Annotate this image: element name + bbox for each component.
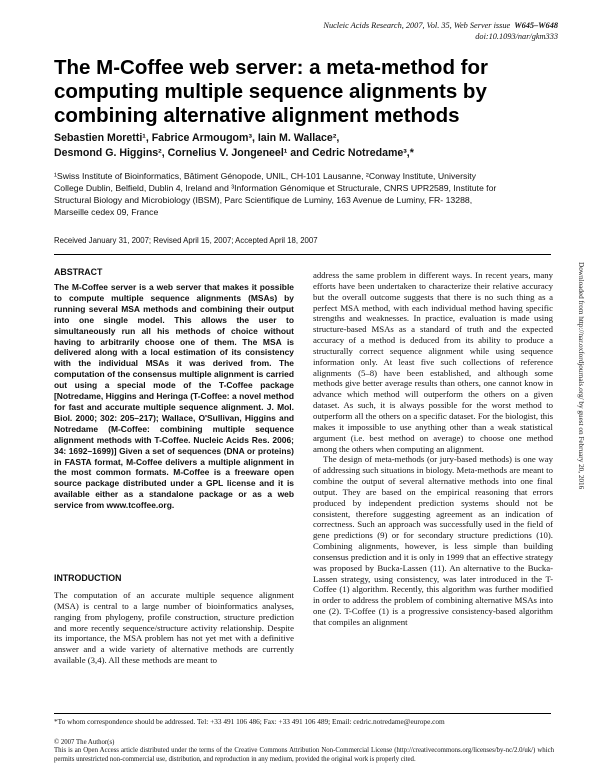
publication-dates: Received January 31, 2007; Revised April 15, 2007; Accepted April 18, 2007 bbox=[54, 236, 318, 245]
download-watermark bbox=[573, 262, 589, 622]
title-line: The M-Coffee web server: a meta-method for bbox=[54, 56, 488, 79]
abstract-text: The M-Coffee server is a web server that makes it possible to compute multiple sequence alignments (MSAs) by running several MSA methods and combining their output into one single model. This allows the user to simultaneously run all his methods of choice without having to arbitrarily choose one of them. The MSA is delivered along with a local estimation of its consistency with the individual MSAs it was derived from. The computation of the consensus multiple alignment is carried out using a special mode of the T-Coffee package [Notredame, Higgins and Heringa (T-Coffee: a novel method for fast and accurate multiple sequence alignment. J. Mol. Biol. 2000; 302: 205–217); Wallace, O'Sullivan, Higgins and Notredame (M-Coffee: combining multiple sequence alignment methods with T-Coffee. Nucleic Acids Res. 2006; 34: 1692–1699)] Given a set of sequences (DNA or proteins) in FASTA format, M-Coffee delivers a multiple alignment in the most common formats. M-Coffee is a freeware open source package distributed under a GPL license and it is available either as a standalone package or as a web service from www.tcoffee.org. bbox=[54, 282, 294, 511]
author-line: Sebastien Moretti¹, Fabrice Armougom³, Iain M. Wallace², bbox=[54, 132, 340, 144]
introduction-heading: INTRODUCTION bbox=[54, 573, 122, 583]
author-list bbox=[54, 131, 554, 161]
article-title bbox=[54, 56, 554, 128]
download-notice[interactable]: Downloaded from http://nar.oxfordjournals.org/ by guest on February 20, 2016 bbox=[577, 262, 585, 490]
correspondence-footnote: *To whom correspondence should be addressed. Tel: +33 491 106 486; Fax: +33 491 106 489; Email: cedric.notredame@europe.com bbox=[54, 717, 445, 726]
page-range: W645–W648 bbox=[514, 21, 558, 30]
paragraph: address the same problem in different ways. In recent years, many efforts have been undertaken to characterize their relative accuracy but the overall outcome suggests that there is no such thing as a perfect MSA method, with each individual method having specific strengths and weaknesses. In practice, evaluation is made using structure-based MSAs as a standard of truth and the expected accuracy of a method is deduced from its ability to produce a structurally correct sequence alignment while using sequence information only. At least five such collections of reference alignments (5–8) have been established, and although some methods give better average results than others, one cannot know in advance which method will outperform the others on a given dataset. As such, it is always possible for the worst method to outperform all the others on a specific dataset. For the biologist, this makes it impossible to use anything other than a weak statistical argument (i.e. best method on average) to choose one method among the others when computing an alignment. bbox=[313, 270, 553, 454]
affiliation-line: Structural Biology and Microbiology (IBSM), Parc Scientifique de Luminy, 163 Avenue de Luminy, FR- 13288, bbox=[54, 195, 473, 205]
license-block bbox=[54, 739, 554, 764]
journal-citation: Nucleic Acids Research, 2007, Vol. 35, Web Server issue bbox=[323, 21, 511, 30]
paragraph: The design of meta-methods (or jury-based methods) is one way of addressing such situations in biology. Meta-methods are meant to combine the output of several alternative methods into one final output. They are based on the empirical reasoning that errors produced by independent prediction systems should not be consistent, therefore suggesting agreement as an indication of correctness. Such an approach was successfully used in the field of gene predictions (9) or for secondary structure predictions (10). Combining alignments, however, is less simple than building consensus prediction and it is only in 1999 that an effective strategy was proposed by Bucka-Lassen (11). An alternative to the Bucka-Lassen strategy, using consistency, was later introduced in the T-Coffee (1) algorithm. Recently, this algorithm was further modified in order to address the problem of combining alternative MSAs into one (2). T-Coffee (1) is a progressive consistency-based algorithm that compiles an alignment bbox=[313, 454, 553, 627]
license-text: This is an Open Access article distributed under the terms of the Creative Commons Attribution Non-Commercial License (http://creativecommons.org/licenses/by-nc/2.0/uk/) which permits unrestricted non-commercial use, distribution, and reproduction in any medium, provided the original work is properly cited. bbox=[54, 747, 554, 763]
author-line: Desmond G. Higgins², Cornelius V. Jongeneel¹ and Cedric Notredame³,* bbox=[54, 147, 414, 159]
right-column bbox=[313, 270, 553, 628]
abstract-heading: ABSTRACT bbox=[54, 267, 103, 277]
affiliation-line: ¹Swiss Institute of Bioinformatics, Bâtiment Génopode, UNIL, CH-101 Lausanne, ²Conway Institute, University bbox=[54, 171, 477, 181]
paragraph: The computation of an accurate multiple sequence alignment (MSA) is central to a large number of bioinformatics analyses, ranging from phylogeny, profile construction, structure prediction and more recently sequence/structure activity relationship. Despite its importance, the MSA problem has not yet met with a definitive answer and a wide variety of alternative methods are currently available (3,4). All these methods are meant to bbox=[54, 590, 294, 666]
affiliation-line: Marseille cedex 09, France bbox=[54, 207, 159, 217]
affiliation-line: College Dublin, Belfield, Dublin 4, Ireland and ³Information Génomique et Structurale, CNRS UPR2589, Institute for bbox=[54, 183, 497, 193]
journal-header bbox=[323, 20, 558, 42]
footnote-divider bbox=[54, 713, 551, 714]
divider bbox=[54, 254, 551, 255]
copyright: © 2007 The Author(s) bbox=[54, 739, 115, 746]
affiliations bbox=[54, 170, 564, 218]
title-line: combining alternative alignment methods bbox=[54, 104, 460, 127]
title-line: computing multiple sequence alignments by bbox=[54, 80, 487, 103]
introduction-text bbox=[54, 590, 294, 666]
doi[interactable]: doi:10.1093/nar/gkm333 bbox=[475, 32, 558, 41]
